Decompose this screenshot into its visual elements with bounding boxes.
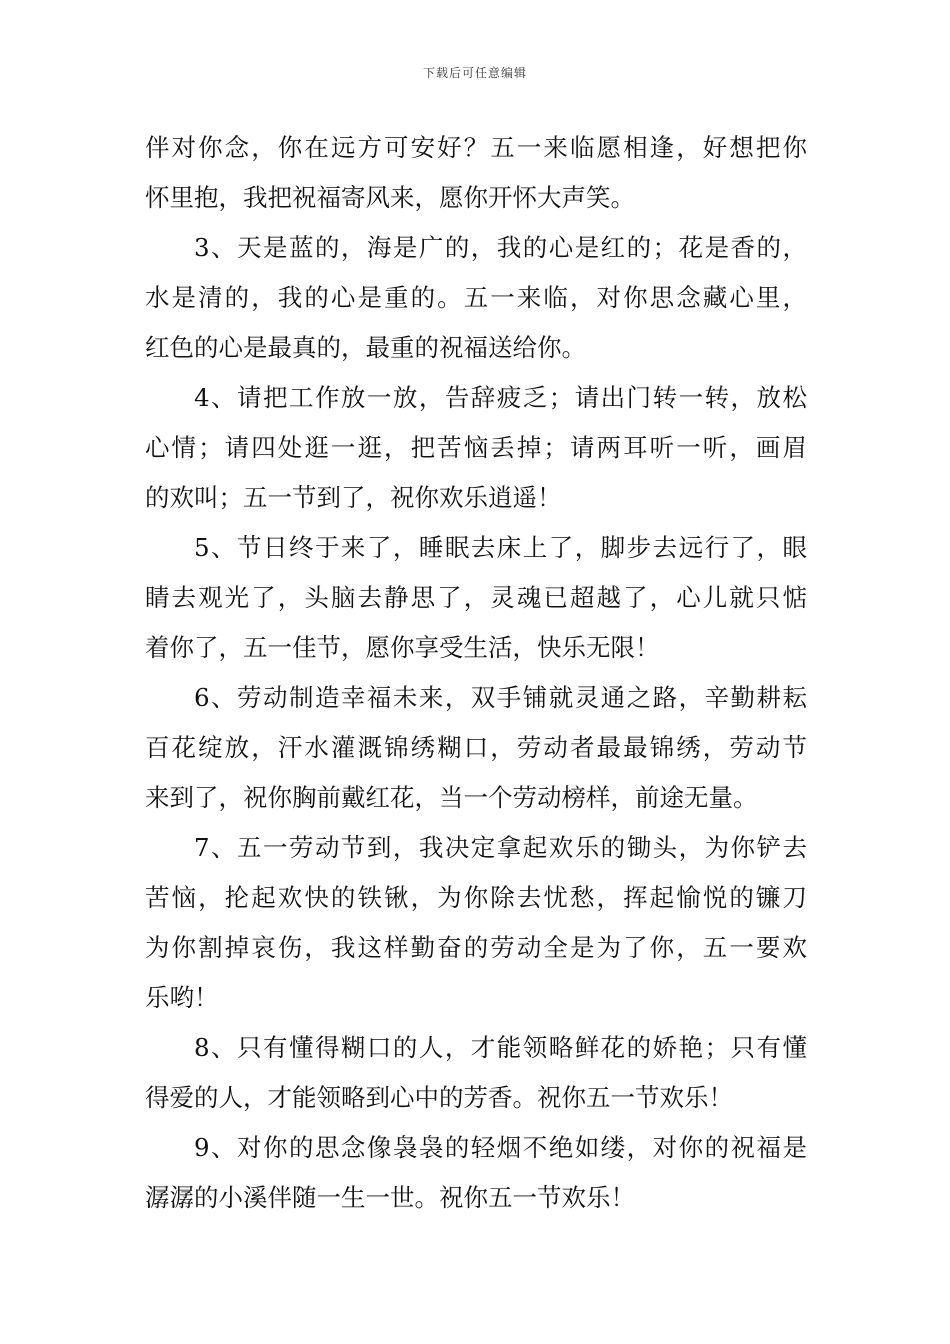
document-body	[145, 123, 807, 1223]
text-line: 着你了，五一佳节，愿你享受生活，快乐无限！	[145, 633, 660, 662]
text-line: 4、请把工作放一放，告辞疲乏；请出门转一转，放松	[194, 383, 807, 412]
text-line: 红色的心是最真的，最重的祝福送给你。	[145, 333, 586, 362]
text-line: 乐哟！	[145, 983, 219, 1012]
text-line: 苦恼，抡起欢快的铁锹，为你除去忧愁，挥起愉悦的镰刀	[145, 883, 807, 912]
text-line: 百花绽放，汗水灌溉锦绣糊口，劳动者最最锦绣，劳动节	[145, 733, 807, 762]
text-line: 为你割掉哀伤，我这样勤奋的劳动全是为了你，五一要欢	[145, 933, 807, 962]
paragraph	[145, 673, 807, 823]
text-line: 的欢叫；五一节到了，祝你欢乐逍遥！	[145, 483, 562, 512]
paragraph	[145, 223, 807, 373]
text-line: 得爱的人，才能领略到心中的芳香。祝你五一节欢乐！	[145, 1083, 733, 1112]
paragraph	[145, 373, 807, 523]
paragraph	[145, 823, 807, 1023]
paragraph	[145, 1123, 807, 1223]
text-line: 潺潺的小溪伴随一生一世。祝你五一节欢乐！	[145, 1183, 635, 1212]
text-line: 来到了，祝你胸前戴红花，当一个劳动榜样，前途无量。	[145, 783, 758, 812]
text-line: 怀里抱，我把祝福寄风来，愿你开怀大声笑。	[145, 183, 635, 212]
paragraph	[145, 123, 807, 223]
text-line: 9、对你的思念像袅袅的轻烟不绝如缕，对你的祝福是	[194, 1133, 807, 1162]
text-line: 8、只有懂得糊口的人，才能领略鲜花的娇艳；只有懂	[194, 1033, 807, 1062]
text-line: 7、五一劳动节到，我决定拿起欢乐的锄头，为你铲去	[194, 833, 807, 862]
text-line: 3、天是蓝的，海是广的，我的心是红的；花是香的，	[194, 233, 807, 262]
text-line: 睛去观光了，头脑去静思了，灵魂已超越了，心儿就只惦	[145, 583, 807, 612]
page-header: 下载后可任意编辑	[422, 66, 527, 80]
text-line: 心情；请四处逛一逛，把苦恼丢掉；请两耳听一听，画眉	[145, 433, 807, 462]
text-line: 水是清的，我的心是重的。五一来临，对你思念藏心里，	[145, 283, 807, 312]
paragraph	[145, 1023, 807, 1123]
text-line: 5、节日终于来了，睡眠去床上了，脚步去远行了，眼	[194, 533, 807, 562]
text-line: 6、劳动制造幸福未来，双手铺就灵通之路，辛勤耕耘	[194, 683, 807, 712]
text-line: 伴对你念，你在远方可安好？五一来临愿相逢，好想把你	[145, 133, 807, 162]
paragraph	[145, 523, 807, 673]
